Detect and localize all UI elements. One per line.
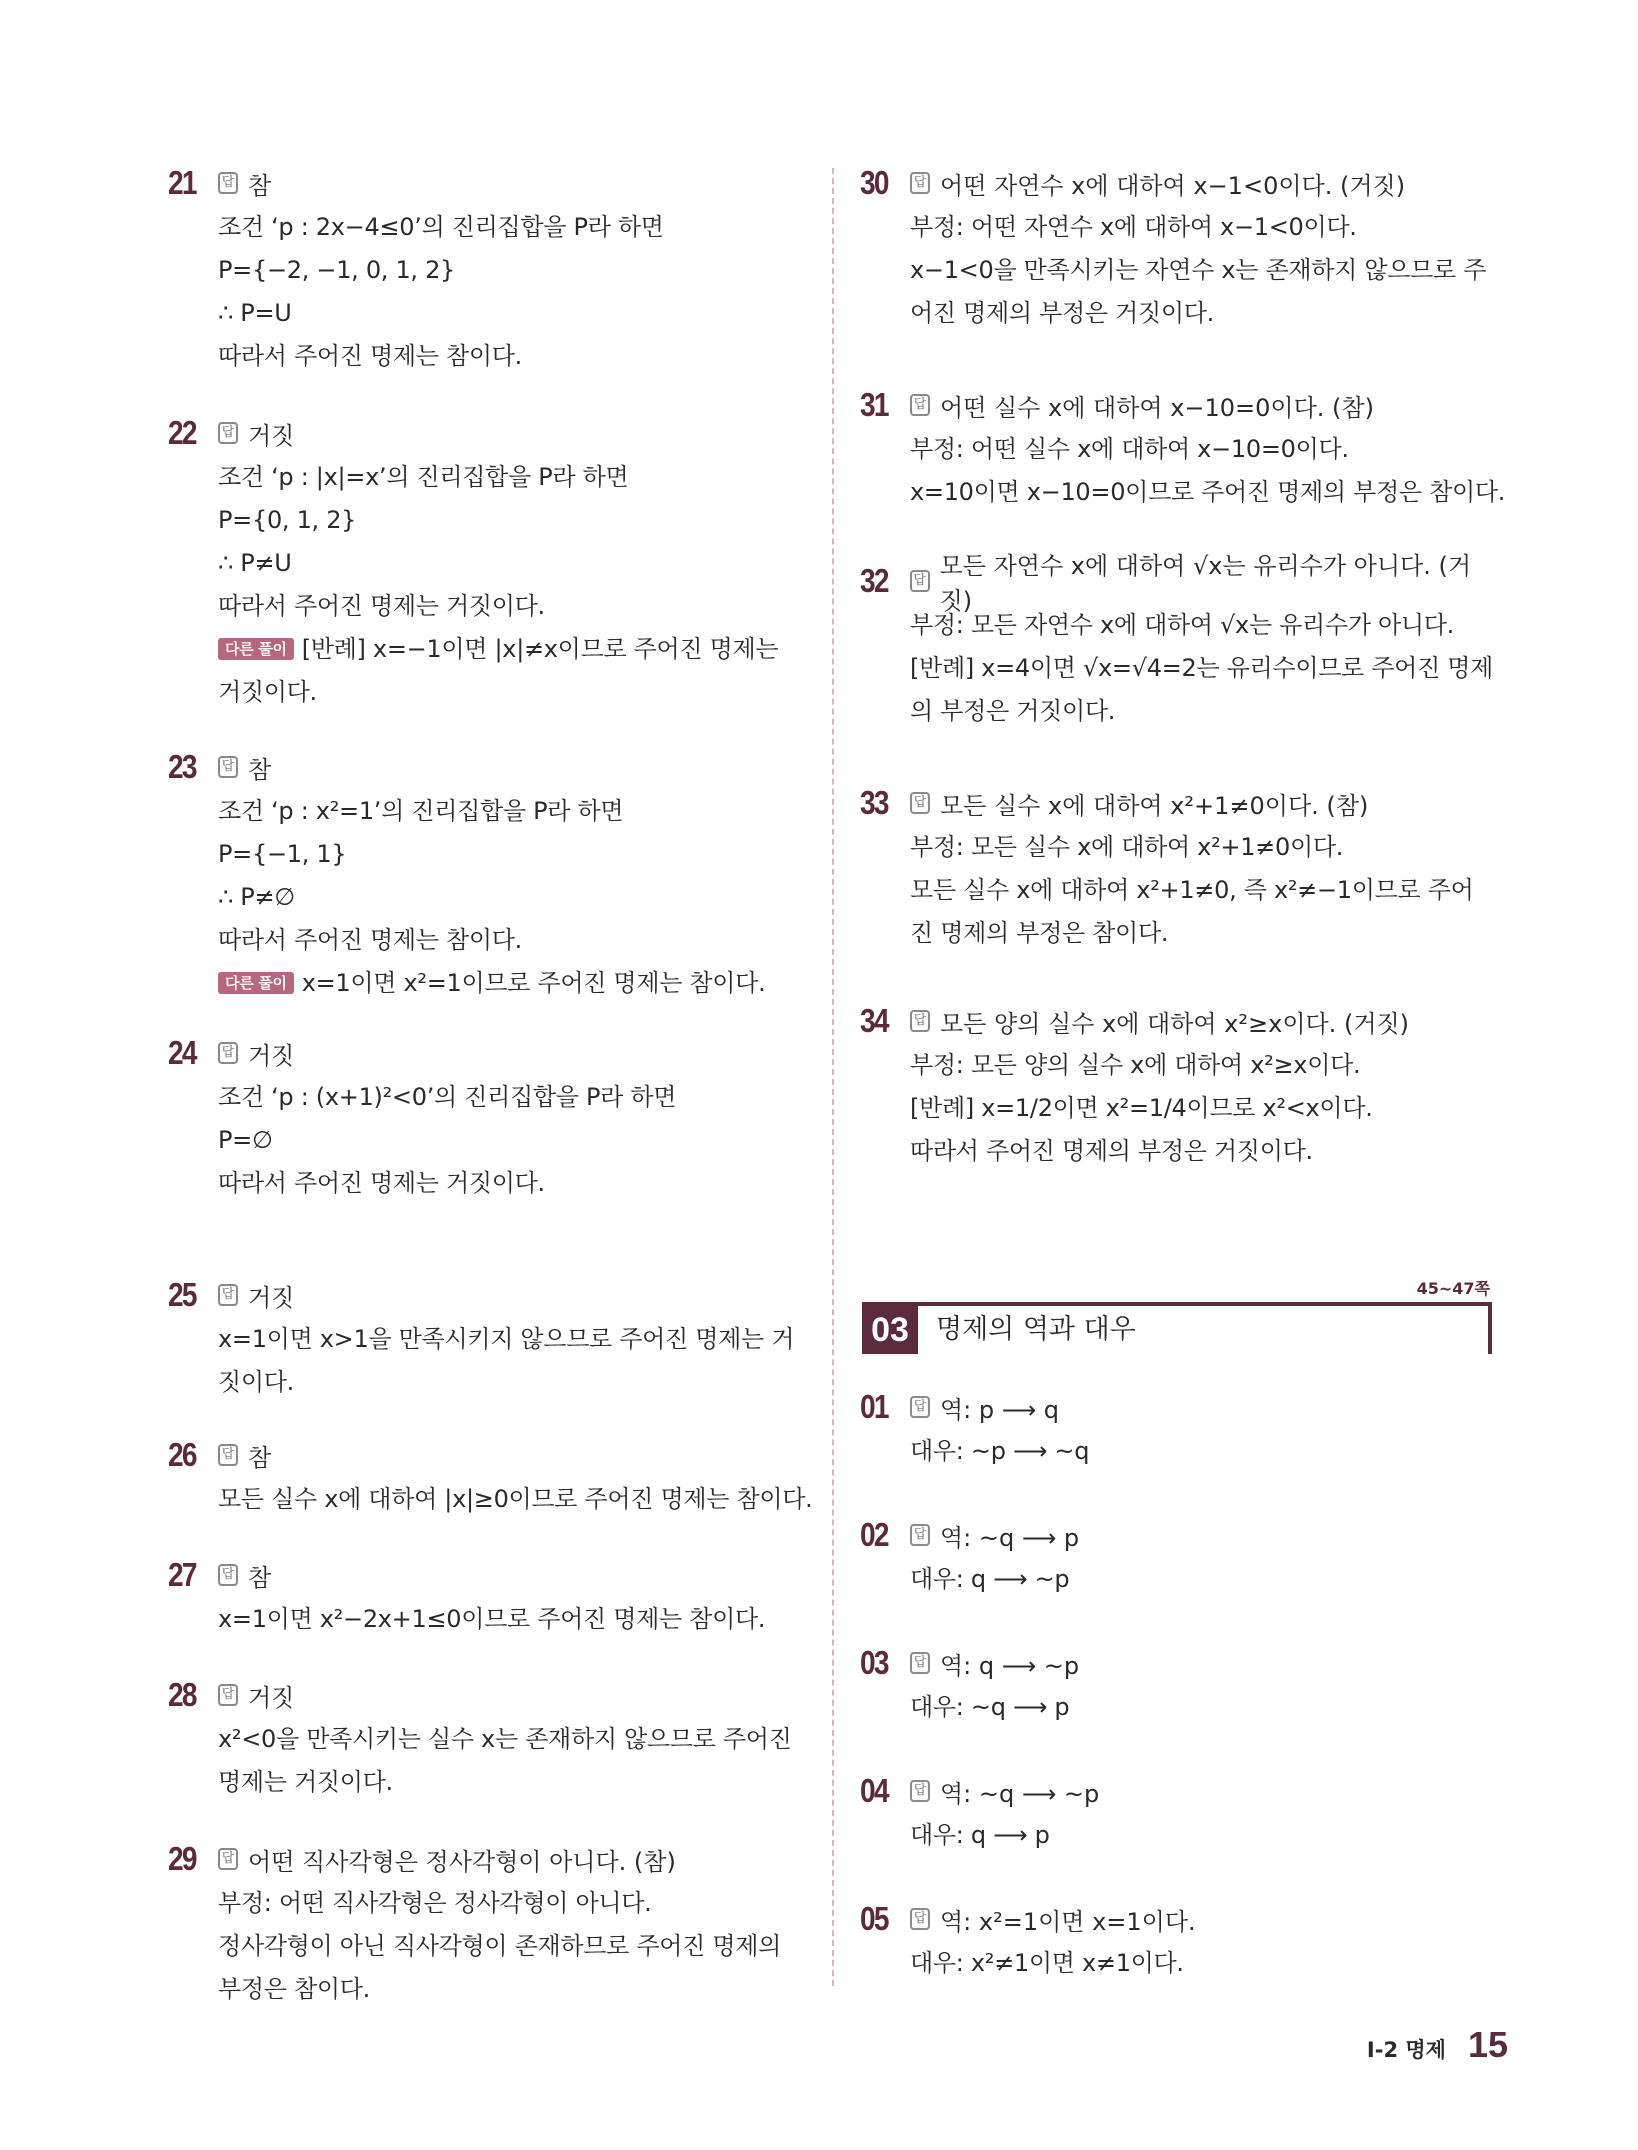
problem-item — [860, 1896, 1500, 1985]
problem-number: 32 — [860, 562, 888, 599]
solution-line: x=1이면 x²−2x+1≤0이므로 주어진 명제는 참이다. — [218, 1605, 766, 1633]
solution-line: ∴ P≠∅ — [218, 883, 295, 911]
solution-line: 따라서 주어진 명제는 거짓이다. — [218, 1169, 545, 1197]
problem-answer: 모든 실수 x에 대하여 x²+1≠0이다. (참) — [940, 791, 1369, 820]
problem-header — [860, 160, 1500, 206]
column-divider — [832, 168, 834, 1986]
solution-line: 조건 ‘p : |x|=x’의 진리집합을 P라 하면 — [218, 463, 629, 491]
problem-number: 24 — [168, 1034, 196, 1071]
problem-number: 03 — [860, 1644, 888, 1681]
solution-line: 대우: x²≠1이면 x≠1이다. — [910, 1949, 1184, 1977]
solution-line: [반례] x=4이면 √x=√4=2는 유리수이므로 주어진 명제 — [910, 654, 1494, 682]
solution-line: 조건 ‘p : x²=1’의 진리집합을 P라 하면 — [218, 797, 624, 825]
solution-line: 따라서 주어진 명제는 거짓이다. — [218, 592, 545, 620]
answer-icon: 답 — [218, 1042, 238, 1064]
problem-number: 21 — [168, 164, 196, 201]
answer-icon: 답 — [218, 1284, 238, 1306]
section-number: 03 — [862, 1306, 918, 1354]
answer-icon: 답 — [218, 172, 238, 194]
problem-header — [860, 382, 1500, 428]
answer-icon: 답 — [218, 756, 238, 778]
solution-line: x²<0을 만족시키는 실수 x는 존재하지 않으므로 주어진 — [218, 1725, 792, 1753]
solution-line: [반례] x=1/2이면 x²=1/4이므로 x²<x이다. — [910, 1094, 1373, 1122]
solution-line: 의 부정은 거짓이다. — [910, 697, 1116, 725]
problem-answer: 역: q ⟶ ~p — [940, 1651, 1080, 1680]
problem-number: 02 — [860, 1516, 888, 1553]
problem-answer: 거짓 — [248, 421, 295, 450]
problem-header — [860, 1640, 1500, 1686]
problem-number: 05 — [860, 1900, 888, 1937]
problem-item — [168, 1552, 808, 1641]
problem-header — [860, 1768, 1500, 1814]
solution-line: 따라서 주어진 명제의 부정은 거짓이다. — [910, 1137, 1313, 1165]
answer-icon: 답 — [218, 1444, 238, 1466]
solution-line: 조건 ‘p : 2x−4≤0’의 진리집합을 P라 하면 — [218, 213, 664, 241]
solution-line: P=∅ — [218, 1126, 273, 1154]
solution-line: 부정: 모든 자연수 x에 대하여 √x는 유리수가 아니다. — [910, 611, 1455, 639]
answer-icon: 답 — [910, 1652, 930, 1674]
problem-item — [168, 1030, 808, 1205]
problem-header — [168, 1836, 808, 1882]
solution-line: 대우: q ⟶ ~p — [910, 1565, 1070, 1593]
solution-line: 짓이다. — [218, 1368, 294, 1396]
answer-icon: 답 — [910, 792, 930, 814]
page-number: 15 — [1467, 2024, 1508, 2065]
alt-solution-badge: 다른 풀이 — [218, 638, 294, 660]
problem-number: 30 — [860, 164, 888, 201]
problem-number: 04 — [860, 1772, 888, 1809]
problem-answer: 참 — [248, 171, 272, 200]
problem-number: 01 — [860, 1388, 888, 1425]
problem-item — [860, 780, 1500, 955]
problem-item — [168, 1672, 808, 1804]
problem-header — [860, 552, 1500, 615]
problem-item — [860, 552, 1500, 733]
section-header — [862, 1302, 1492, 1354]
solution-line: ∴ P=U — [218, 299, 292, 327]
problem-item — [168, 160, 808, 378]
problem-answer: 참 — [248, 1563, 272, 1592]
section-title: 명제의 역과 대우 — [936, 1314, 1136, 1345]
solution-line: 정사각형이 아닌 직사각형이 존재하므로 주어진 명제의 — [218, 1932, 781, 1960]
solution-line: 부정: 모든 양의 실수 x에 대하여 x²≥x이다. — [910, 1051, 1361, 1079]
problem-item — [860, 1768, 1500, 1857]
solution-line: P={−2, −1, 0, 1, 2} — [218, 256, 456, 284]
solution-line: 부정: 모든 실수 x에 대하여 x²+1≠0이다. — [910, 833, 1344, 861]
problem-item — [860, 1512, 1500, 1601]
answer-icon: 답 — [218, 1848, 238, 1870]
problem-header — [168, 1030, 808, 1076]
problem-answer: 거짓 — [248, 1683, 295, 1712]
solution-line: x=1이면 x>1을 만족시키지 않으므로 주어진 명제는 거 — [218, 1325, 795, 1353]
solution-line: 대우: q ⟶ p — [910, 1821, 1050, 1849]
answer-icon: 답 — [910, 172, 930, 194]
solution-line: 모든 실수 x에 대하여 |x|≥0이므로 주어진 명제는 참이다. — [218, 1485, 813, 1513]
problem-answer: 모든 자연수 x에 대하여 √x는 유리수가 아니다. (거짓) — [939, 552, 1472, 615]
solution-line: 명제는 거짓이다. — [218, 1768, 393, 1796]
answer-icon: 답 — [218, 1684, 238, 1706]
problem-item — [168, 1272, 808, 1404]
problem-item — [860, 1640, 1500, 1729]
solution-line: 거짓이다. — [218, 678, 317, 706]
problem-number: 31 — [860, 386, 888, 423]
problem-number: 34 — [860, 1002, 888, 1039]
solution-line: 부정: 어떤 직사각형은 정사각형이 아니다. — [218, 1889, 652, 1917]
problem-number: 29 — [168, 1840, 196, 1877]
solution-line: 부정은 참이다. — [218, 1975, 370, 2003]
problem-header — [860, 998, 1500, 1044]
solution-line: 부정: 어떤 실수 x에 대하여 x−10=0이다. — [910, 435, 1349, 463]
page-footer — [1367, 2024, 1508, 2066]
problem-header — [168, 1552, 808, 1598]
problem-number: 33 — [860, 784, 888, 821]
problem-header — [168, 1432, 808, 1478]
answer-icon: 답 — [910, 1524, 930, 1546]
problem-item — [168, 744, 808, 1005]
solution-line: 따라서 주어진 명제는 참이다. — [218, 926, 522, 954]
problem-answer: 역: ~q ⟶ ~p — [940, 1779, 1100, 1808]
solution-line: x−1<0을 만족시키는 자연수 x는 존재하지 않으므로 주 — [910, 256, 1487, 284]
problem-item — [168, 410, 808, 714]
solution-line: 어진 명제의 부정은 거짓이다. — [910, 299, 1214, 327]
answer-icon: 답 — [910, 1396, 930, 1418]
problem-answer: 거짓 — [248, 1041, 295, 1070]
solution-line: 따라서 주어진 명제는 참이다. — [218, 342, 522, 370]
solution-line: 조건 ‘p : (x+1)²<0’의 진리집합을 P라 하면 — [218, 1083, 677, 1111]
solution-line: 진 명제의 부정은 참이다. — [910, 919, 1169, 947]
problem-number: 26 — [168, 1436, 196, 1473]
alt-solution-text: x=1이면 x²=1이므로 주어진 명제는 참이다. — [301, 969, 766, 997]
problem-header — [168, 744, 808, 790]
alt-solution-text: [반례] x=−1이면 |x|≠x이므로 주어진 명제는 — [301, 635, 779, 663]
answer-icon: 답 — [218, 1564, 238, 1586]
problem-header — [168, 160, 808, 206]
problem-header — [168, 410, 808, 456]
solution-line: P={0, 1, 2} — [218, 506, 357, 534]
problem-answer: 역: p ⟶ q — [940, 1395, 1060, 1424]
problem-answer: 어떤 실수 x에 대하여 x−10=0이다. (참) — [940, 393, 1374, 422]
section-page-range: 45~47쪽 — [1416, 1279, 1490, 1298]
problem-header — [168, 1672, 808, 1718]
problem-header — [860, 1896, 1500, 1942]
problem-header — [860, 1384, 1500, 1430]
problem-number: 28 — [168, 1676, 196, 1713]
problem-answer: 모든 양의 실수 x에 대하여 x²≥x이다. (거짓) — [940, 1009, 1410, 1038]
problem-header — [860, 780, 1500, 826]
problem-item — [860, 382, 1506, 514]
problem-item — [860, 998, 1500, 1173]
problem-number: 22 — [168, 414, 196, 451]
solution-line: 대우: ~p ⟶ ~q — [910, 1437, 1090, 1465]
alt-solution-badge: 다른 풀이 — [218, 972, 294, 994]
problem-number: 27 — [168, 1556, 196, 1593]
problem-answer: 거짓 — [248, 1283, 295, 1312]
problem-item — [860, 160, 1500, 335]
problem-number: 25 — [168, 1276, 196, 1313]
problem-item — [168, 1836, 808, 2011]
solution-line: 모든 실수 x에 대하여 x²+1≠0, 즉 x²≠−1이므로 주어 — [910, 876, 1474, 904]
answer-icon: 답 — [910, 1780, 930, 1802]
problem-answer: 어떤 자연수 x에 대하여 x−1<0이다. (거짓) — [940, 171, 1406, 200]
problem-header — [860, 1512, 1500, 1558]
problem-number: 23 — [168, 748, 196, 785]
solution-line: x=10이면 x−10=0이므로 주어진 명제의 부정은 참이다. — [910, 478, 1506, 506]
problem-answer: 어떤 직사각형은 정사각형이 아니다. (참) — [248, 1847, 676, 1876]
solution-line: ∴ P≠U — [218, 549, 292, 577]
problem-answer: 참 — [248, 755, 272, 784]
answer-icon: 답 — [218, 422, 238, 444]
alternative-solution — [168, 962, 808, 1005]
chapter-label: I-2 명제 — [1366, 2038, 1446, 2062]
solution-line: 대우: ~q ⟶ p — [910, 1693, 1070, 1721]
problem-answer: 역: x²=1이면 x=1이다. — [940, 1907, 1196, 1936]
alternative-solution — [168, 628, 808, 671]
solution-line: 부정: 어떤 자연수 x에 대하여 x−1<0이다. — [910, 213, 1357, 241]
answer-icon: 답 — [910, 570, 930, 592]
answer-icon: 답 — [910, 1908, 930, 1930]
answer-icon: 답 — [910, 1010, 930, 1032]
problem-answer: 역: ~q ⟶ p — [940, 1523, 1080, 1552]
problem-item — [860, 1384, 1500, 1473]
answer-icon: 답 — [910, 394, 930, 416]
problem-header — [168, 1272, 808, 1318]
problem-answer: 참 — [248, 1443, 272, 1472]
solution-line: P={−1, 1} — [218, 840, 347, 868]
problem-item — [168, 1432, 813, 1521]
